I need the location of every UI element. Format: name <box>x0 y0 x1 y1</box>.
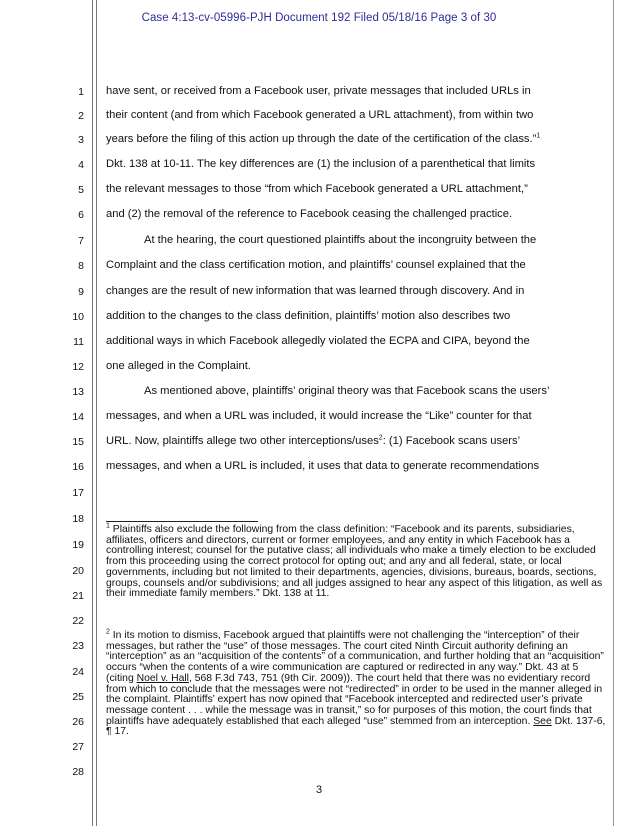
line-number: 3 <box>78 134 84 146</box>
margin-rule-right <box>613 0 614 826</box>
line-number: 16 <box>72 461 84 473</box>
line-number: 1 <box>78 86 84 98</box>
body-line <box>106 133 606 145</box>
line-number: 18 <box>72 513 84 525</box>
line-number: 25 <box>72 691 84 703</box>
footnote-text: Plaintiffs also exclude the following from the class definition: “Facebook and its parents, subsidiaries, affiliates, officers and directors, current or former employees, and any entity in which Facebook has a controlling interest; counsel for the putative class; all individuals who make a timely election to be excluded from this proceeding using the correct protocol for opting out; and any and all federal, state, or local governments, including but not limited to their departments, agencies, divisions, bureaus, boards, sections, groups, counsels and/or subdivisions; and all judges assigned to hear any aspect of this litigation, as well as their immediate family members.” Dkt. 138 at 11. <box>106 524 603 600</box>
line-number: 21 <box>72 590 84 602</box>
line-number: 8 <box>78 260 84 272</box>
line-number: 13 <box>72 386 84 398</box>
line-number: 19 <box>72 539 84 551</box>
line-number: 9 <box>78 286 84 298</box>
footnote-text: , 568 F.3d 743, 751 (9th Cir. 2009)). The court held that there was no evidentiary record from which to conclude that the messages were not “redirected” in order to be used in the manner alleged in the complaint. Plaintiffs’ expert has now opined that “Facebook intercepted and redirected user’s private message content . . . while the message was in transit,” so for purposes of this motion, the court finds that plaintiffs have adequately established that each alleged “use” stemmed from an interception. <box>106 672 603 727</box>
page-number: 3 <box>315 784 323 796</box>
line-number: 4 <box>78 159 84 171</box>
body-line <box>106 435 606 447</box>
body-line: Complaint and the class certification motion, and plaintiffs’ counsel explained that the <box>106 259 526 271</box>
body-line: have sent, or received from a Facebook user, private messages that included URLs in <box>106 85 531 97</box>
footnote-divider <box>106 521 258 522</box>
footnote-text: In its motion to dismiss, Facebook argued that plaintiffs were not challenging the “interception” of their messages, but rather the “use” of those messages. The court cited Ninth Circuit authority defining an “interception” as an “acquisition of the contents” of a communication, and further holding that an “acquisition” occurs “when the contents of a wire communication are captured or redirected in any way.” Dkt. 43 at 5 (citing <box>106 630 604 684</box>
line-number: 7 <box>78 235 84 247</box>
line-number: 15 <box>72 436 84 448</box>
body-line: messages, and when a URL was included, it would increase the “Like” counter for that <box>106 410 532 422</box>
line-number: 24 <box>72 666 84 678</box>
court-name-label <box>20 130 60 360</box>
body-line-text: years before the filing of this action up through the date of the certification of the class.” <box>106 133 537 145</box>
body-line-text: URL. Now, plaintiffs allege two other interceptions/uses <box>106 435 379 447</box>
line-number: 26 <box>72 716 84 728</box>
body-line: Dkt. 138 at 10-11. The key differences are (1) the inclusion of a parenthetical that limits <box>106 158 536 170</box>
footnote-ref: 1 <box>536 132 541 140</box>
footnote-ref: 2 <box>378 434 383 442</box>
line-number: 2 <box>78 110 84 122</box>
body-line: As mentioned above, plaintiffs’ original theory was that Facebook scans the users’ <box>144 385 550 397</box>
margin-rule-left-inner <box>96 0 97 826</box>
line-number: 5 <box>78 184 84 196</box>
line-number: 10 <box>72 311 84 323</box>
body-line: changes are the result of new information that was learned through discovery. And in <box>106 285 525 297</box>
line-number: 23 <box>72 640 84 652</box>
footnote-1 <box>106 522 606 600</box>
body-line: one alleged in the Complaint. <box>106 360 251 372</box>
body-line: the relevant messages to those “from which Facebook generated a URL attachment,” <box>106 183 528 195</box>
margin-rule-left <box>92 0 93 826</box>
body-line: At the hearing, the court questioned plaintiffs about the incongruity between the <box>144 234 537 246</box>
line-number: 27 <box>72 741 84 753</box>
footnote-mark: 2 <box>106 628 110 636</box>
line-number: 6 <box>78 209 84 221</box>
line-number: 20 <box>72 565 84 577</box>
footnote-mark: 1 <box>106 522 110 530</box>
case-header: Case 4:13-cv-05996-PJH Document 192 Filed 05/18/16 Page 3 of 30 <box>141 12 497 24</box>
line-number: 28 <box>72 766 84 778</box>
body-line: and (2) the removal of the reference to Facebook ceasing the challenged practice. <box>106 208 513 220</box>
line-number: 11 <box>73 336 84 348</box>
body-line: addition to the changes to the class definition, plaintiffs’ motion also describes two <box>106 310 511 322</box>
footnote-2 <box>106 628 606 738</box>
body-line: additional ways in which Facebook allegedly violated the ECPA and CIPA, beyond the <box>106 335 530 347</box>
footnote-text: Dkt. 137-6, ¶ 17. <box>106 715 606 738</box>
signal-see: See <box>533 715 552 727</box>
body-line-text: : (1) Facebook scans users’ <box>382 435 521 447</box>
body-line: messages, and when a URL is included, it uses that data to generate recommendations <box>106 460 540 472</box>
case-citation: Noel v. Hall <box>136 672 189 684</box>
line-number: 22 <box>72 615 84 627</box>
line-number: 12 <box>72 361 84 373</box>
body-line: their content (and from which Facebook generated a URL attachment), from within two <box>106 109 534 121</box>
line-number: 14 <box>72 411 84 423</box>
line-number: 17 <box>72 487 84 499</box>
